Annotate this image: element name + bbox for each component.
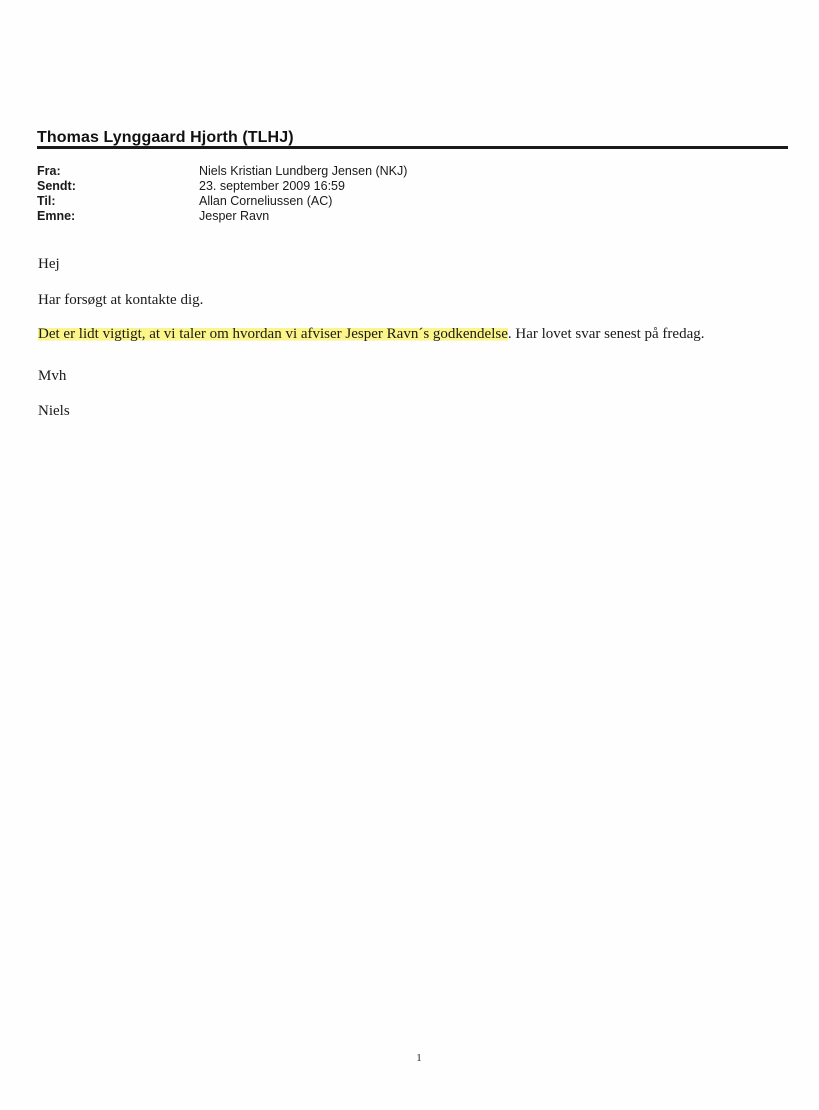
header-from-label: Fra: bbox=[37, 164, 61, 178]
email-headers bbox=[37, 164, 537, 224]
header-to-value: Allan Corneliussen (AC) bbox=[199, 194, 333, 208]
header-sent-label: Sendt: bbox=[37, 179, 76, 193]
header-sent-row bbox=[37, 179, 537, 194]
header-subject-label: Emne: bbox=[37, 209, 76, 223]
body-closing: Mvh bbox=[38, 368, 67, 384]
header-subject-value: Jesper Ravn bbox=[199, 209, 270, 223]
header-sent-value: 23. september 2009 16:59 bbox=[199, 179, 345, 193]
header-subject-row bbox=[37, 209, 537, 224]
highlighted-text: Det er lidt vigtigt, at vi taler om hvordan vi afviser Jesper Ravn´s godkendelse bbox=[38, 326, 508, 342]
header-from-row bbox=[37, 164, 537, 179]
body-signature: Niels bbox=[38, 403, 70, 419]
mailbox-owner-name: Thomas Lynggaard Hjorth (TLHJ) bbox=[37, 129, 294, 146]
body-paragraph-1: Har forsøgt at kontakte dig. bbox=[38, 292, 204, 308]
body-paragraph-2 bbox=[38, 326, 704, 343]
header-from-value: Niels Kristian Lundberg Jensen (NKJ) bbox=[199, 164, 408, 178]
page-number: 1 bbox=[416, 1052, 422, 1064]
body-greeting: Hej bbox=[38, 256, 60, 272]
header-to-row bbox=[37, 194, 537, 209]
body-paragraph-2-rest: . Har lovet svar senest på fredag. bbox=[507, 326, 705, 342]
header-to-label: Til: bbox=[37, 194, 56, 208]
header-divider bbox=[37, 146, 788, 149]
